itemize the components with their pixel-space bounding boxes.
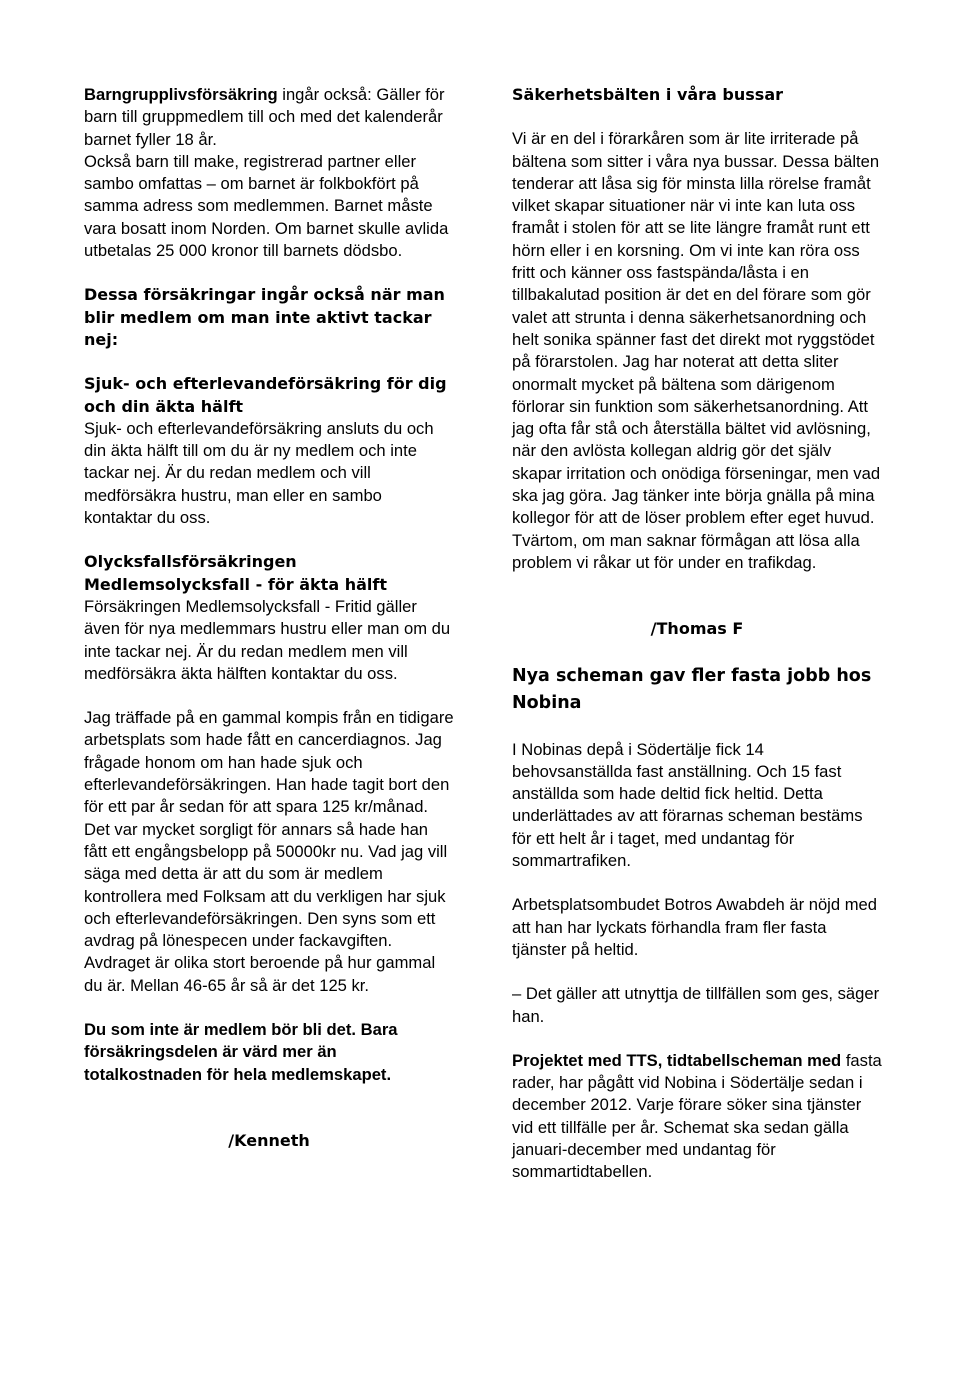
- tts-project-lead: Projektet med TTS, tidtabellscheman med: [512, 1050, 842, 1070]
- seatbelt-heading: Säkerhetsbälten i våra bussar: [512, 85, 783, 104]
- child-insurance-extra: Också barn till make, registrerad partner eller sambo omfattas – om barnet är folkbokfört på samma adress som medlemmen. Barnet måste vara bosatt inom Norden. Om barnet skulle avlida utbetalas 25 000 kronor till barnets dödsbo.: [84, 151, 449, 261]
- insurances-heading: Dessa försäkringar ingår också när man blir medlem om man inte aktivt tackar nej:: [84, 285, 445, 349]
- sick-insurance-paragraph: Sjuk- och efterlevandeförsäkring ansluts du och din äkta hälft till om du är ny medlem och inte tackar nej. Är du redan medlem och vill medförsäkra hustru, man eller en sambo kontaktar du oss.: [84, 418, 434, 528]
- friend-story-paragraph: Jag träffade på en gammal kompis från en tidigare arbetsplats som hade fått en cancerdiagnos. Jag frågade honom om han hade sjuk och efterlevandeförsäkringen. Han hade tagit bort den för ett par år sedan för att spara 125 kr/månad. Det var mycket sorgligt för annars så hade han fått ett engångsbelopp på 50000kr nu. Vad jag vill säga med detta är att du som är medlem kontrollera med Folksam att du verkligen har sjuk och efterlevandeförsäkringen. Den syns som ett avdrag på lönespecen under fackavgiften. Avdraget är olika stort beroende på hur gammal du är. Mellan 46-65 år så är det 125 kr.: [84, 708, 454, 995]
- nobina-heading: Nya scheman gav fler fasta jobb hos Nobina: [512, 665, 872, 713]
- signature-thomas: /Thomas F: [650, 619, 744, 639]
- child-insurance-text: ingår också: Gäller för barn till gruppmedlem till och med det kalenderår barnet fyller 18 år.: [84, 85, 445, 149]
- membership-appeal: Du som inte är medlem bör bli det. Bara försäkringsdelen är värd mer än totalkostnaden för hela medlemskapet.: [84, 1019, 398, 1084]
- seatbelt-paragraph: Vi är en del i förarkåren som är lite irriterade på bältena som sitter i våra nya bussar. Dessa bälten tenderar att låsa sig för minsta lilla rörelse framåt vilket skapar situationer när vi inte kan luta oss framåt i stolen för att se lite längre framåt runt ett hörn eller i en korsning. Om vi inte kan röra oss fritt och känner oss fastspända/låsta i en tillbakalutad position är det en del förare som gör valet att strunta i denna säkerhetsanordning och helt sonika spänner fast det direkt mot ryggstödet på förarstolen. Jag har noterat att detta sliter onormalt mycket på bältena som därigenom förlorar sin funktion som säkerhetsanordning. Att jag ofta får stå och återställa bältet vid avlösning, när den avlösta kollegan aldrig gör det själv skapar irritation och onödiga förseningar, men vad ska jag göra. Jag tänker inte börja gnälla på mina kollegor för att de löser problem efter eget huvud. Tvärtom, om man saknar förmågan att lösa alla problem vi råkar ut för under en trafikdag.: [512, 129, 881, 572]
- child-insurance-term: Barngrupplivsförsäkring: [84, 85, 278, 104]
- right-column: [512, 84, 882, 1184]
- accident-insurance-heading: Olycksfallsförsäkringen: [84, 552, 297, 572]
- tts-project-text: fasta rader, har pågått vid Nobina i Södertälje sedan i december 2012. Varje förare söker sina tjänster vid ett tillfälle per år. Schemat ska sedan gälla januari-december med undantag för sommartidtabellen.: [512, 1050, 882, 1182]
- tts-project-paragraph: [512, 1050, 882, 1184]
- sick-insurance-heading: Sjuk- och efterlevandeförsäkring för dig och din äkta hälft: [84, 374, 447, 416]
- nobina-quote: – Det gäller att utnyttja de tillfällen som ges, säger han.: [512, 984, 880, 1026]
- signature-kenneth: /Kenneth: [228, 1130, 310, 1150]
- nobina-paragraph-2: Arbetsplatsombudet Botros Awabdeh är nöjd med att han har lyckats förhandla fram fler fasta tjänster på heltid.: [512, 895, 877, 959]
- nobina-paragraph-1: I Nobinas depå i Södertälje fick 14 behovsanställda fast anställning. Och 15 fast anställda som hade deltid fick heltid. Detta underlättades av att förarnas scheman bestäms för ett helt år i taget, med undantag för sommartrafiken.: [512, 739, 863, 871]
- accident-insurance-subheading: Medlemsolycksfall - för äkta hälft: [84, 574, 387, 594]
- child-insurance-paragraph: [84, 84, 454, 262]
- accident-insurance-paragraph: Försäkringen Medlemsolycksfall - Fritid gäller även för nya medlemmars hustru eller man om du inte tackar nej. Är du redan medlem men vill medförsäkra äkta hälften kontaktar du oss.: [84, 596, 451, 683]
- left-column: [84, 84, 454, 1152]
